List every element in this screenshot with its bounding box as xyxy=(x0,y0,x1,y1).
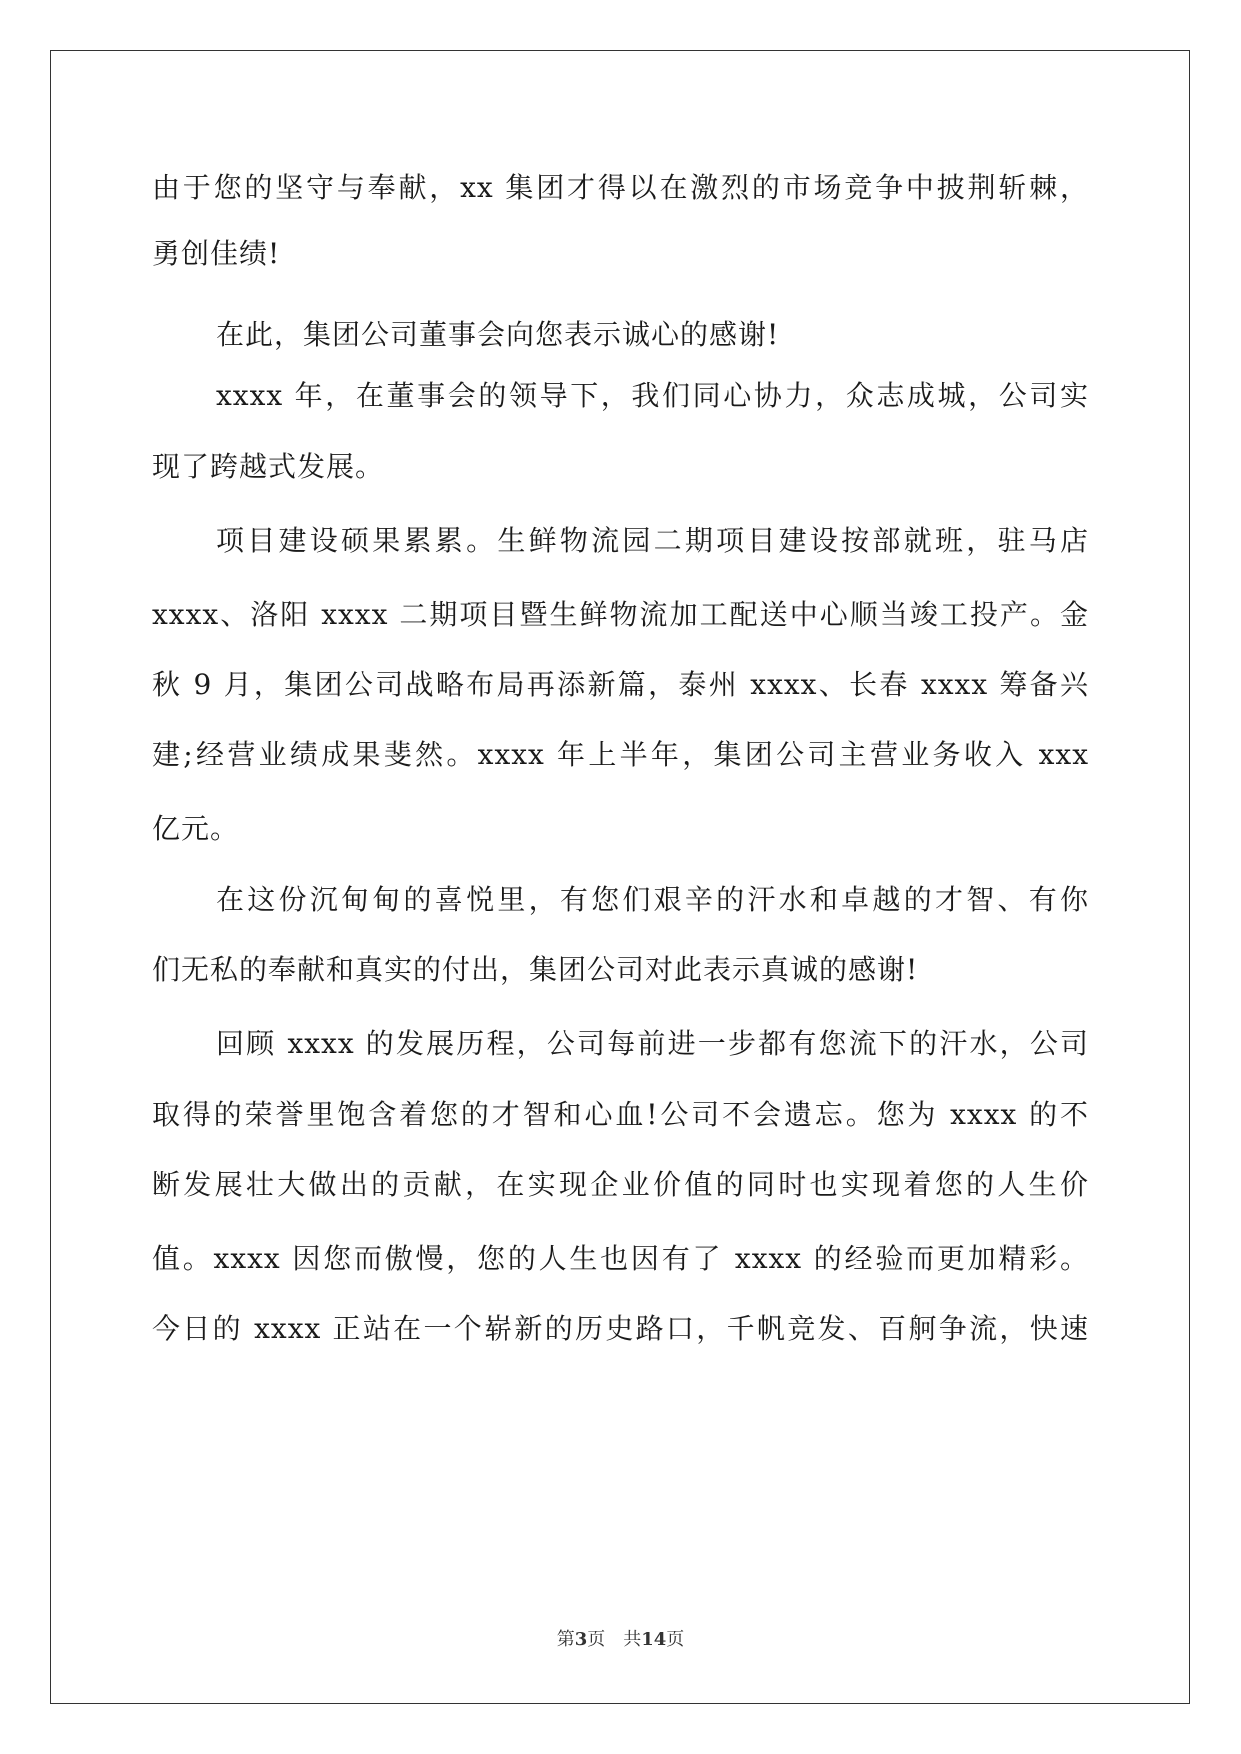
footer-middle: 页 共 xyxy=(587,1629,642,1650)
text-line: xxxx、洛阳 xxxx 二期项目暨生鲜物流加工配送中心顺当竣工投产。金 xyxy=(152,598,1089,631)
text-line: 回顾 xxxx 的发展历程，公司每前进一步都有您流下的汗水，公司 xyxy=(216,1027,1089,1060)
current-page-number: 3 xyxy=(574,1629,588,1650)
page-footer xyxy=(0,1628,1241,1652)
footer-prefix: 第 xyxy=(556,1629,575,1650)
text-line: 在此，集团公司董事会向您表示诚心的感谢! xyxy=(216,318,780,351)
text-line: 在这份沉甸甸的喜悦里，有您们艰辛的汗水和卓越的才智、有你 xyxy=(216,883,1089,916)
text-line: 值。xxxx 因您而傲慢，您的人生也因有了 xxxx 的经验而更加精彩。 xyxy=(152,1242,1089,1275)
text-line: 秋 9 月，集团公司战略布局再添新篇，泰州 xxxx、长春 xxxx 筹备兴 xyxy=(152,668,1089,701)
text-line: 们无私的奉献和真实的付出，集团公司对此表示真诚的感谢! xyxy=(152,953,919,986)
text-line: 取得的荣誉里饱含着您的才智和心血!公司不会遗忘。您为 xxxx 的不 xyxy=(152,1098,1089,1131)
total-page-number: 14 xyxy=(641,1629,667,1650)
text-line: 今日的 xxxx 正站在一个崭新的历史路口，千帆竞发、百舸争流，快速 xyxy=(152,1312,1089,1345)
text-line: 由于您的坚守与奉献，xx 集团才得以在激烈的市场竞争中披荆斩棘， xyxy=(152,171,1089,204)
text-line: 亿元。 xyxy=(152,812,240,845)
page-border xyxy=(50,50,1190,1704)
text-line: 勇创佳绩! xyxy=(152,237,281,270)
text-line: 断发展壮大做出的贡献，在实现企业价值的同时也实现着您的人生价 xyxy=(152,1168,1089,1201)
text-line: 现了跨越式发展。 xyxy=(152,450,385,483)
text-line: xxxx 年，在董事会的领导下，我们同心协力，众志成城，公司实 xyxy=(216,379,1089,412)
text-line: 项目建设硕果累累。生鲜物流园二期项目建设按部就班，驻马店 xyxy=(216,524,1089,557)
footer-suffix: 页 xyxy=(666,1629,685,1650)
text-line: 建;经营业绩成果斐然。xxxx 年上半年，集团公司主营业务收入 xxx xyxy=(152,738,1089,771)
